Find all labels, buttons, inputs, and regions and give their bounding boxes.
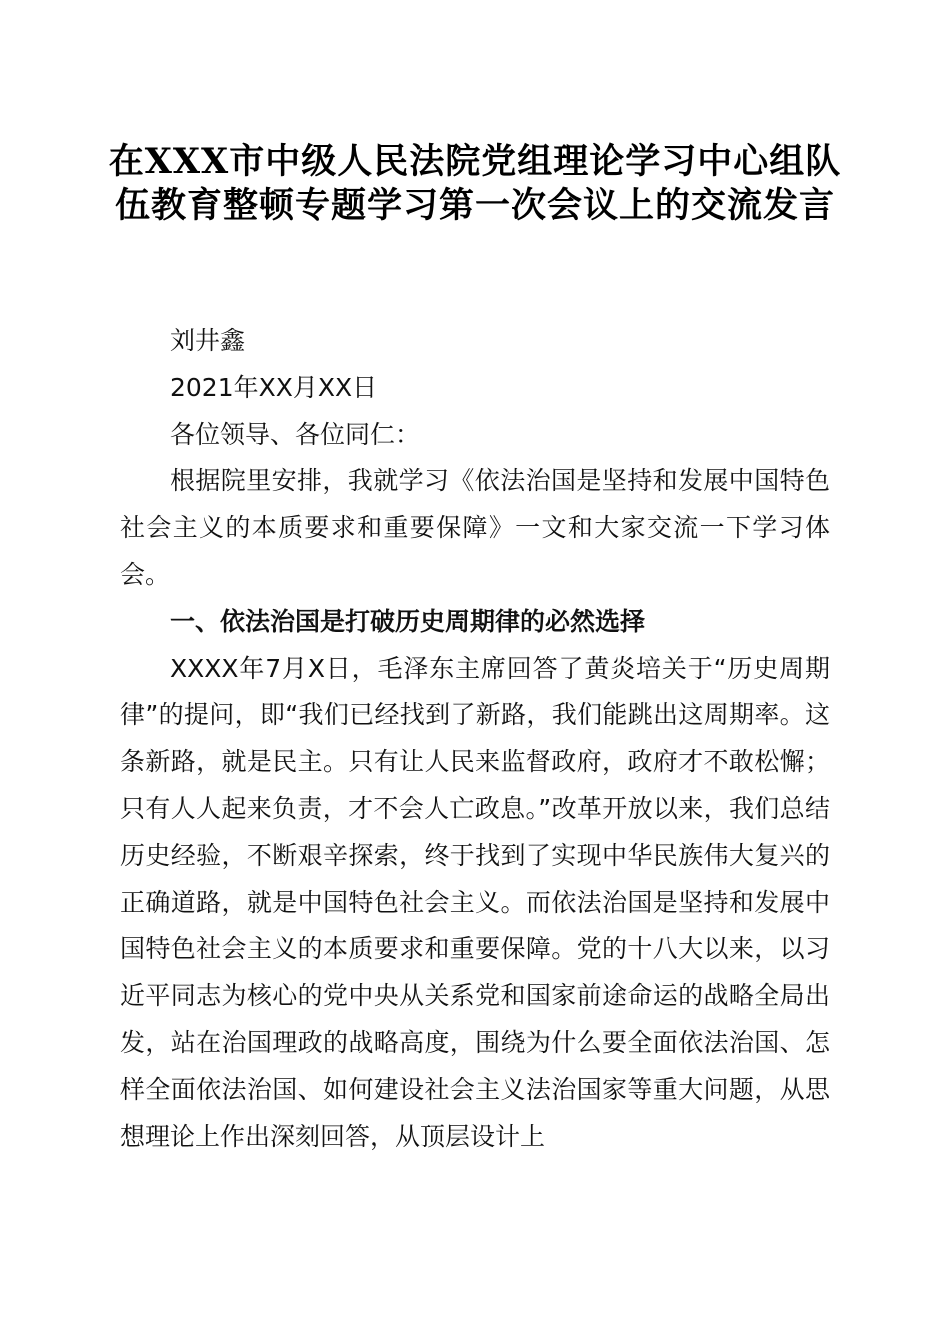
date-line: 2021年XX月XX日: [170, 372, 378, 402]
section-paragraph: XXXX年7月X日，毛泽东主席回答了黄炎培关于“历史周期律”的提问，即“我们已经找到了新路，我们能跳出这周期率。这条新路，就是民主。只有让人民来监督政府，政府才不敢松懈；只有人人起来负责，才不会人亡政息。”改革开放以来，我们总结历史经验，不断艰辛探索，终于找到了实现中华民族伟大复兴的正确道路，就是中国特色社会主义。而依法治国是坚持和发展中国特色社会主义的本质要求和重要保障。党的十八大以来，以习近平同志为核心的党中央从关系党和国家前途命运的战略全局出发，站在治国理政的战略高度，围绕为什么要全面依法治国、怎样全面依法治国、如何建设社会主义法治国家等重大问题，从思想理论上作出深刻回答，从顶层设计上: [120, 653, 830, 1151]
author-line: 刘井鑫: [170, 326, 246, 355]
intro-paragraph: 根据院里安排，我就学习《依法治国是坚持和发展中国特色社会主义的本质要求和重要保障》一文和大家交流一下学习体会。: [120, 466, 830, 589]
section-heading: 一、依法治国是打破历史周期律的必然选择: [170, 606, 646, 636]
document-body: [120, 318, 830, 1160]
document-title: 在XXX市中级人民法院党组理论学习中心组队伍教育整顿专题学习第一次会议上的交流发言: [108, 141, 842, 226]
salutation-line: 各位领导、各位同仁：: [170, 419, 421, 449]
